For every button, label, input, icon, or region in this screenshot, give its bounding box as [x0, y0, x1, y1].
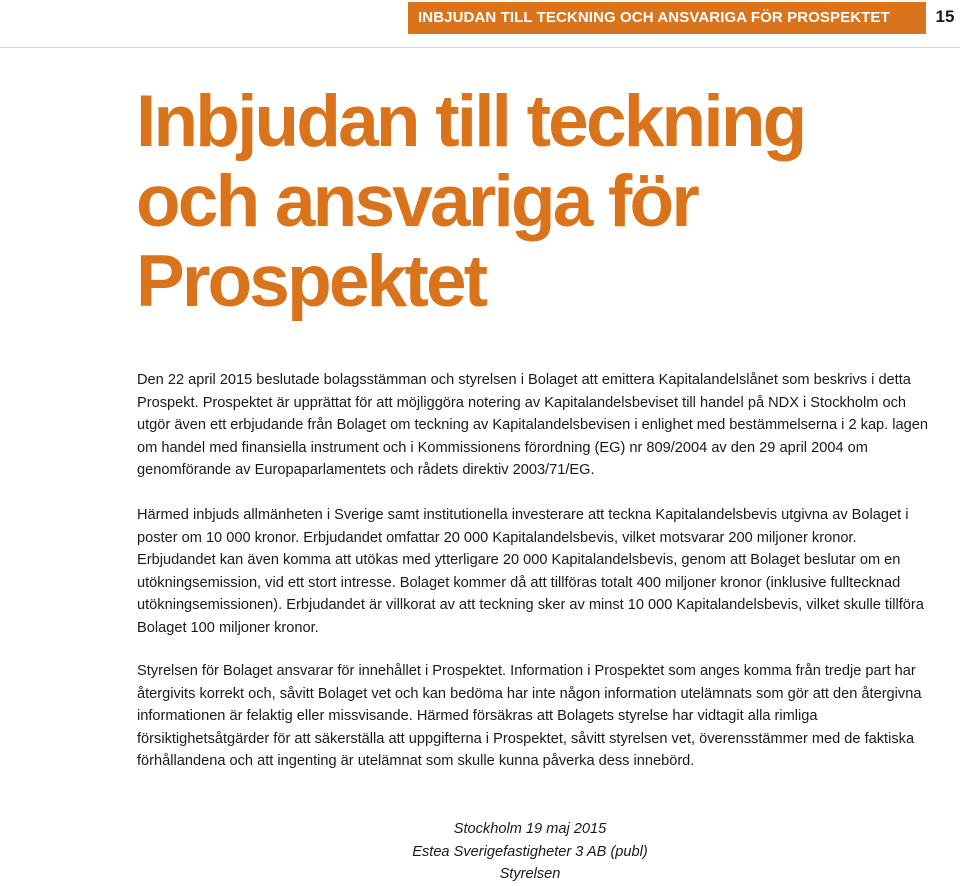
paragraph-responsibility: Styrelsen för Bolaget ansvarar för innehållet i Prospektet. Information i Prospektet som anges komma från tredje part har återgivits korrekt och, såvitt Bolaget vet och kan bedöma har inte någon information utelämnats som gör att den återgivna informationen är felaktig eller missvisande. Härmed försäkras att Bolagets styrelse har vidtagit alla rimliga försiktighetsåtgärder för att säkerställa att uppgifterna i Prospektet, såvitt styrelsen vet, överensstämmer med de faktiska förhållandena och att ingenting är utelämnat som skulle kunna påverka dess innebörd. — [137, 663, 922, 769]
signature-block — [330, 818, 730, 886]
page-title-line-2: och ansvariga för — [136, 161, 697, 242]
page-number: 15 — [935, 7, 955, 26]
page-title-line-1: Inbjudan till teckning — [136, 81, 805, 162]
signature-company: Estea Sverigefastigheter 3 AB (publ) — [412, 843, 648, 860]
paragraph-invitation: Härmed inbjuds allmänheten i Sverige samt institutionella investerare att teckna Kapitalandelsbevis utgivna av Bolaget i poster om 10 000 kronor. Erbjudandet omfattar 20 000 Kapitalandelsbevis, vilket motsvarar 200 miljoner kronor. Erbjudandet kan även komma att utökas med ytterligare 20 000 Kapitalandelsbevis, genom att Bolaget beslutar om en utökningsemission, vid ett stort intresse. Bolaget kommer då att tillföras totalt 400 miljoner kronor (inklusive fulltecknad utökningsemissionen). Erbjudandet är villkorat av att teckning sker av minst 10 000 Kapitalandelsbevis, vilket skulle tillföra Bolaget 100 miljoner kronor. — [137, 507, 924, 636]
header-divider — [0, 47, 960, 48]
page-title-line-3: Prospektet — [136, 241, 486, 322]
paragraph-offering-decision: Den 22 april 2015 beslutade bolagsstämman och styrelsen i Bolaget att emittera Kapitalandelslånet som beskrivs i detta Prospekt. Prospektet är upprättat för att möjliggöra notering av Kapitalandelsbeviset till handel på NDX i Stockholm och utgör även ett erbjudande från Bolaget om teckning av Kapitalandelsbevisen i enlighet med bestämmelserna i 2 kap. lagen om handel med finansiella instrument och i Kommissionens förordning (EG) nr 809/2004 av den 29 april 2004 om genomförande av Europaparlamentets och rådets direktiv 2003/71/EG. — [137, 372, 928, 478]
page-title — [136, 82, 804, 322]
running-header-bar — [408, 2, 926, 34]
signature-place-date: Stockholm 19 maj 2015 — [453, 821, 607, 837]
signature-signatory: Styrelsen — [499, 866, 561, 882]
running-header-title: INBJUDAN TILL TECKNING OCH ANSVARIGA FÖR PROSPEKTET — [418, 9, 890, 26]
